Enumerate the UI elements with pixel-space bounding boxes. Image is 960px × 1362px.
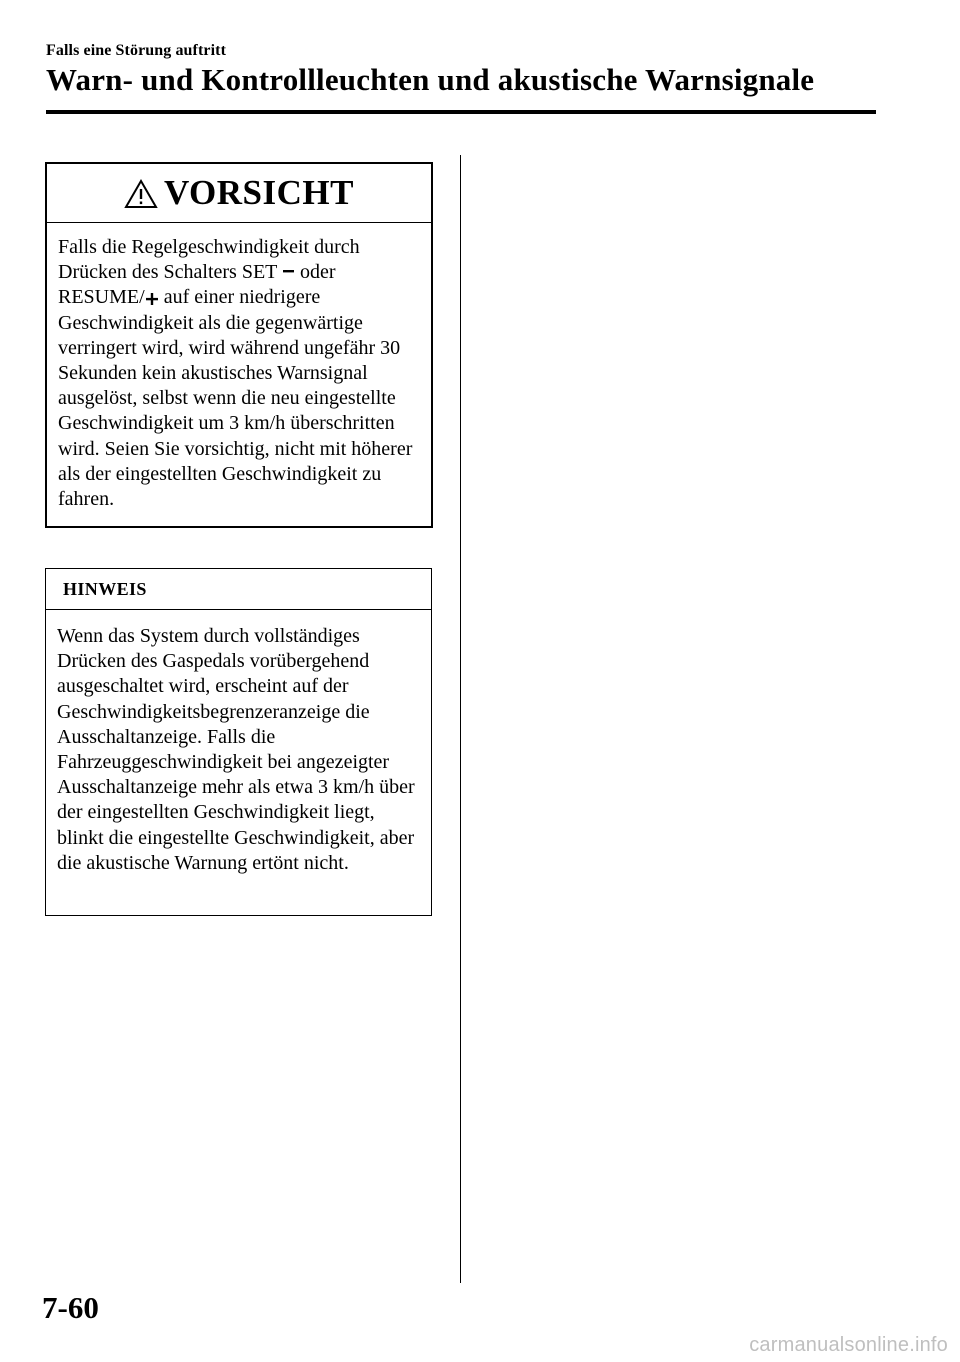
caution-text-part3: auf einer niedrigere Geschwindigkeit als die gegenwärtige verringert wird, wird während ungefähr 30 Sekunden kein akustisches Warnsignal ausgelöst, selbst wenn die neu eingestellte Geschwindigkeit um 3 km/h überschritten wird. Seien Sie vorsichtig, nicht mit höherer als der eingestellten Geschwindigkeit zu fahren. bbox=[58, 286, 413, 511]
caution-text-part1: Falls die Regelgeschwindigkeit durch Drücken des Schalters SET bbox=[58, 236, 360, 284]
warning-triangle-icon bbox=[124, 179, 158, 209]
notice-title: HINWEIS bbox=[63, 578, 147, 599]
plus-icon bbox=[145, 292, 159, 306]
column-divider bbox=[460, 155, 461, 1283]
notice-header bbox=[46, 569, 431, 610]
page-title: Warn- und Kontrollleuchten und akustische Warnsignale bbox=[46, 62, 815, 97]
notice-box bbox=[45, 568, 432, 916]
page-number: 7-60 bbox=[42, 1290, 99, 1325]
caution-header bbox=[47, 164, 431, 223]
watermark: carmanualsonline.info bbox=[749, 1334, 948, 1356]
notice-text: Wenn das System durch vollständiges Drücken des Gaspedals vorübergehend ausgeschaltet wird, erscheint auf der Geschwindigkeitsbegrenzeranzeige die Ausschaltanzeige. Falls die Fahrzeuggeschwindigkeit bei angezeigter Ausschaltanzeige mehr als etwa 3 km/h über der eingestellten Geschwindigkeit liegt, blinkt die eingestellte Geschwindigkeit, aber die akustische Warnung ertönt nicht. bbox=[57, 625, 415, 874]
caution-title: VORSICHT bbox=[163, 173, 354, 212]
caution-box bbox=[45, 162, 433, 528]
header-rule bbox=[46, 110, 876, 114]
caution-text-part2: oder RESUME/ bbox=[58, 261, 336, 309]
section-label: Falls eine Störung auftritt bbox=[46, 42, 227, 59]
caution-text bbox=[47, 223, 431, 512]
minus-icon bbox=[282, 267, 295, 281]
